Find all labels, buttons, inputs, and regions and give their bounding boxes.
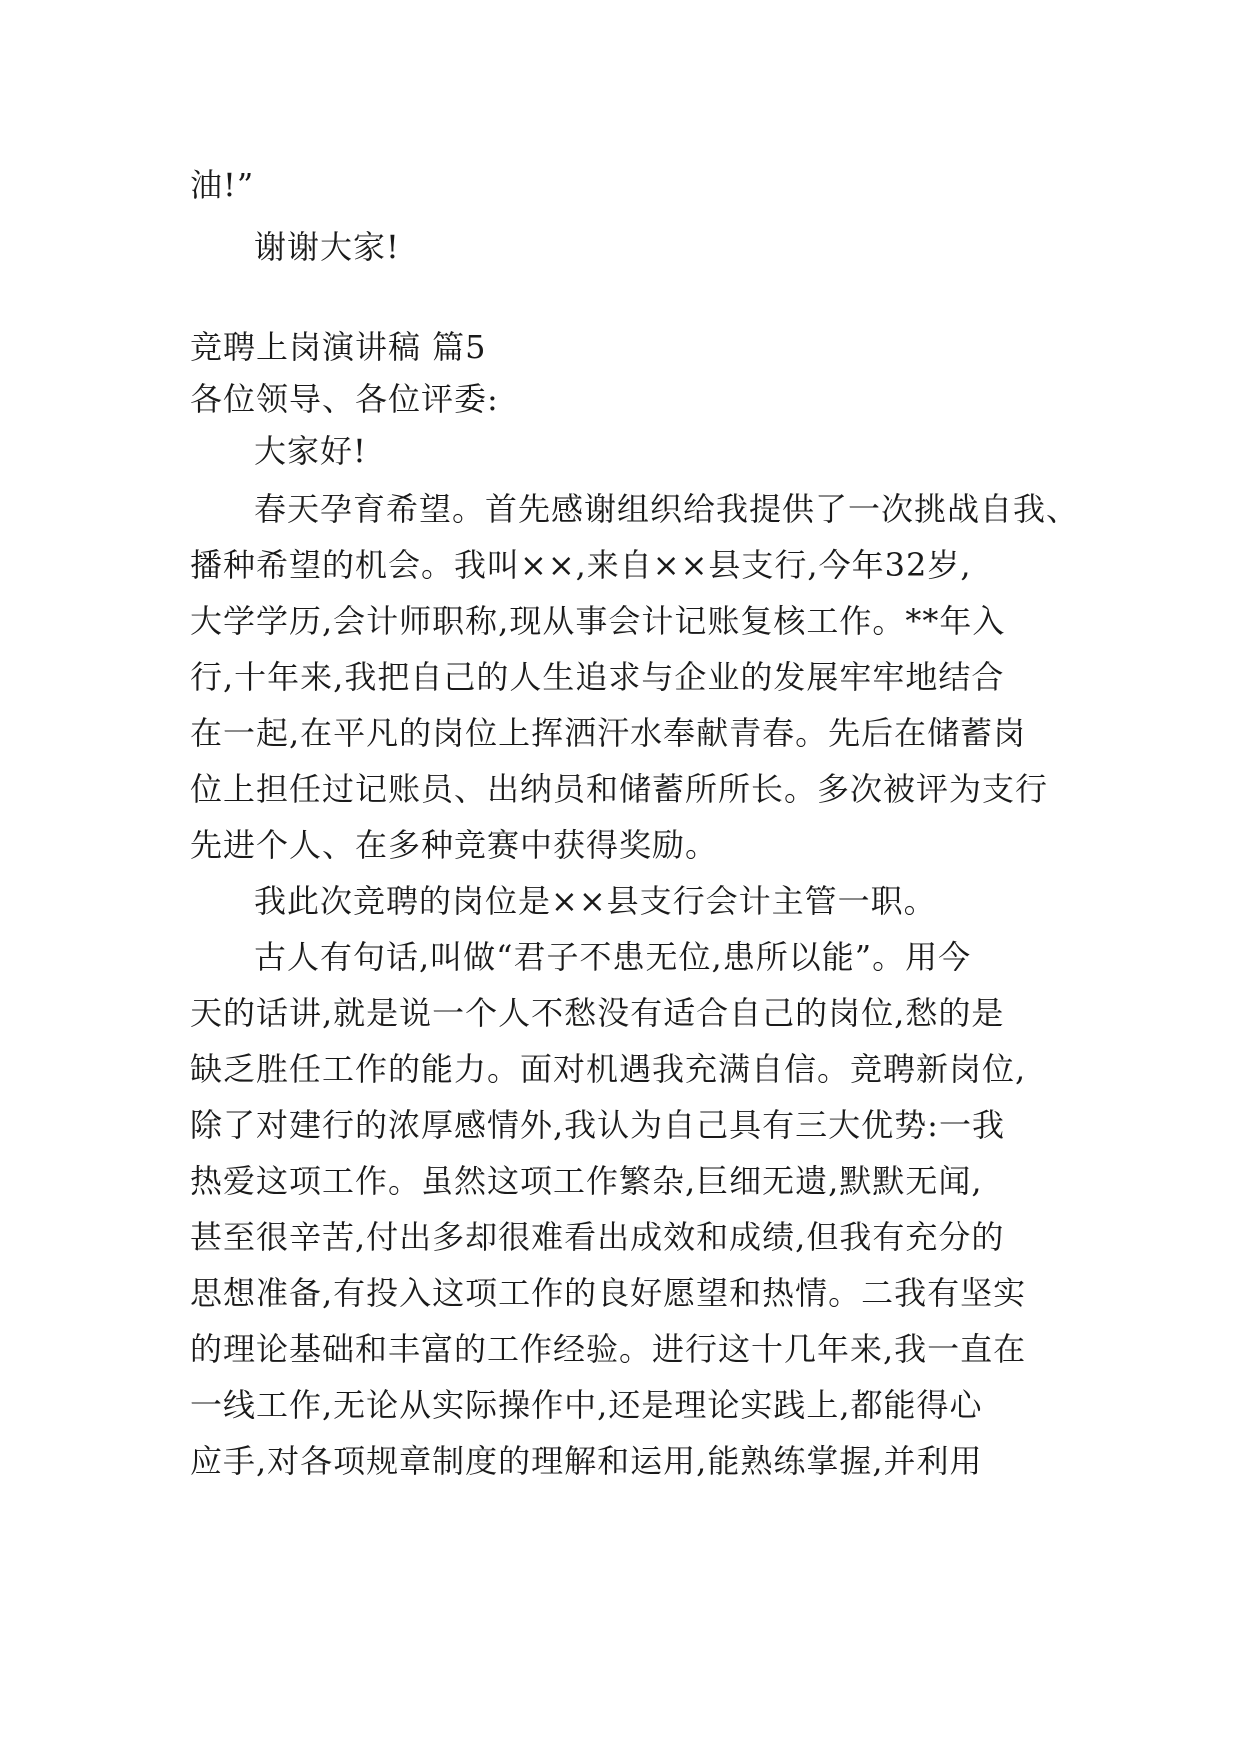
text-line: 甚至很辛苦,付出多却很难看出成效和成绩,但我有充分的 bbox=[190, 1218, 1005, 1256]
text-line: 先进个人、在多种竞赛中获得奖励。 bbox=[190, 826, 719, 864]
text-line: 大学学历,会计师职称,现从事会计记账复核工作。**年入 bbox=[190, 602, 1006, 640]
salutation: 各位领导、各位评委: bbox=[190, 380, 499, 418]
text-line: 油!” bbox=[190, 166, 255, 204]
text-line: 位上担任过记账员、出纳员和储蓄所所长。多次被评为支行 bbox=[190, 770, 1049, 808]
text-line: 除了对建行的浓厚感情外,我认为自己具有三大优势:一我 bbox=[190, 1106, 1005, 1144]
text-line: 我此次竞聘的岗位是××县支行会计主管一职。 bbox=[254, 882, 937, 920]
text-line: 应手,对各项规章制度的理解和运用,能熟练掌握,并利用 bbox=[190, 1442, 983, 1480]
section-heading: 竞聘上岗演讲稿 篇5 bbox=[190, 328, 487, 366]
text-line: 行,十年来,我把自己的人生追求与企业的发展牢牢地结合 bbox=[190, 658, 1005, 696]
text-line: 一线工作,无论从实际操作中,还是理论实践上,都能得心 bbox=[190, 1386, 983, 1424]
text-line: 缺乏胜任工作的能力。面对机遇我充满自信。竞聘新岗位, bbox=[190, 1050, 1027, 1088]
text-line: 古人有句话,叫做“君子不患无位,患所以能”。用今 bbox=[254, 938, 972, 976]
greeting: 大家好! bbox=[254, 432, 367, 470]
text-line: 的理论基础和丰富的工作经验。进行这十几年来,我一直在 bbox=[190, 1330, 1027, 1368]
text-line: 在一起,在平凡的岗位上挥洒汗水奉献青春。先后在储蓄岗 bbox=[190, 714, 1027, 752]
document-body bbox=[190, 157, 1080, 1489]
text-line: 播种希望的机会。我叫××,来自××县支行,今年32岁, bbox=[190, 546, 972, 584]
text-line: 天的话讲,就是说一个人不愁没有适合自己的岗位,愁的是 bbox=[190, 994, 1005, 1032]
text-line: 热爱这项工作。虽然这项工作繁杂,巨细无遗,默默无闻, bbox=[190, 1162, 983, 1200]
text-line: 思想准备,有投入这项工作的良好愿望和热情。二我有坚实 bbox=[190, 1274, 1027, 1312]
text-line: 谢谢大家! bbox=[254, 228, 400, 266]
text-line: 春天孕育希望。首先感谢组织给我提供了一次挑战自我、 bbox=[254, 490, 1080, 528]
